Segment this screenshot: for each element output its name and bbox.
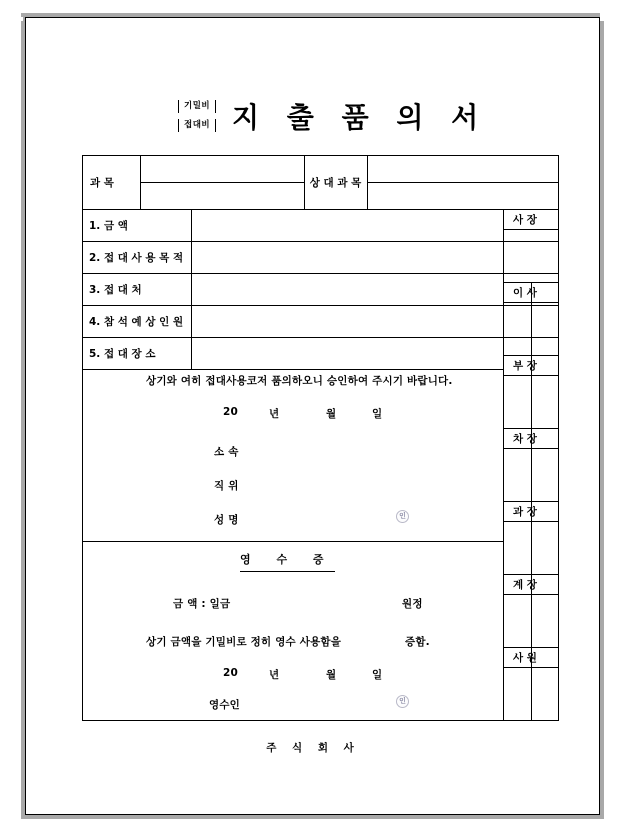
request-position-input[interactable] xyxy=(258,473,478,491)
approval-title-assistant-chief xyxy=(503,574,558,594)
approval-signature-box-president[interactable] xyxy=(504,230,557,282)
receipt-confirm-text-left: 상기 금액을 기밀비로 정히 영수 사용함을 xyxy=(146,636,342,648)
page-frame-shadow-bottom xyxy=(25,815,604,819)
approval-title-section-chief xyxy=(503,501,558,521)
request-field-name: 성 명 xyxy=(214,514,239,526)
receipt-confirm-text-right: 증함. xyxy=(405,636,430,648)
receipt-amount-unit: 원정 xyxy=(402,598,423,610)
approval-title-text: 과 장 xyxy=(513,505,537,518)
table-rule-section-divider xyxy=(83,541,503,542)
item-label-text: 2. 접 대 사 용 목 적 xyxy=(89,251,184,264)
request-field-position: 직 위 xyxy=(214,480,239,492)
approval-title-deputy-manager xyxy=(503,428,558,448)
request-affiliation-input[interactable] xyxy=(258,439,478,457)
seal-stamp-icon: 인 xyxy=(396,695,409,708)
request-date-year-prefix: 20 xyxy=(223,406,239,418)
approval-signature-box-staff[interactable] xyxy=(504,668,557,720)
request-statement: 상기와 여히 접대사용코저 품의하오니 승인하여 주시기 바랍니다. xyxy=(146,375,453,387)
approval-title-text: 부 장 xyxy=(513,359,537,372)
approval-title-president xyxy=(503,209,558,229)
item-label-purpose xyxy=(83,241,191,273)
item-label-venue xyxy=(83,337,191,369)
category-tag-confidential: 기밀비 xyxy=(177,99,217,114)
approval-title-text: 계 장 xyxy=(513,578,537,591)
item-label-text: 5. 접 대 장 소 xyxy=(89,347,156,360)
approval-title-director xyxy=(503,282,558,302)
approval-signature-box-section-chief[interactable] xyxy=(504,522,557,574)
approval-title-staff xyxy=(503,647,558,667)
item-value-amount[interactable] xyxy=(192,210,502,240)
request-name-input[interactable] xyxy=(258,507,388,525)
approval-signature-box-assistant-chief[interactable] xyxy=(504,595,557,647)
page-title: 지 출 품 의 서 xyxy=(232,101,488,134)
item-label-text: 1. 금 액 xyxy=(89,219,128,232)
counter-account-value-field[interactable] xyxy=(368,157,557,208)
account-label xyxy=(83,156,140,209)
item-label-text: 4. 참 석 예 상 인 원 xyxy=(89,315,184,328)
category-tag-entertainment: 접대비 xyxy=(177,118,217,133)
item-value-venue[interactable] xyxy=(192,338,502,368)
counter-account-label-text: 상 대 과 목 xyxy=(309,177,362,189)
receipt-section-heading: 영 수 증 xyxy=(240,551,335,572)
account-value-field[interactable] xyxy=(141,157,303,208)
company-footer: 주 식 회 사 xyxy=(266,742,360,754)
receipt-date-day-label: 일 xyxy=(372,669,383,681)
page-frame-shadow-right xyxy=(600,21,604,819)
seal-stamp-icon: 인 xyxy=(396,510,409,523)
approval-signature-box-deputy-manager[interactable] xyxy=(504,449,557,501)
expense-form-table xyxy=(82,155,559,721)
account-label-text: 과 목 xyxy=(90,177,114,189)
receipt-date-year-prefix: 20 xyxy=(223,667,239,679)
approval-title-text: 사 장 xyxy=(513,213,537,226)
table-rule-item-5 xyxy=(83,369,503,370)
receipt-receiver-input[interactable] xyxy=(258,692,388,710)
approval-title-text: 차 장 xyxy=(513,432,537,445)
request-date-month-label: 월 xyxy=(326,408,337,420)
item-label-place-of-entertainment xyxy=(83,273,191,305)
receipt-amount-label: 금 액 : 일금 xyxy=(173,598,231,610)
counter-account-label xyxy=(304,156,367,209)
receipt-amount-input[interactable] xyxy=(261,591,401,609)
receipt-date-month-label: 월 xyxy=(326,669,337,681)
document-title-block xyxy=(170,96,490,150)
receipt-receiver-label: 영수인 xyxy=(209,699,241,711)
request-date-day-label: 일 xyxy=(372,408,383,420)
approval-title-general-manager xyxy=(503,355,558,375)
item-value-expected-attendees[interactable] xyxy=(192,306,502,336)
approval-title-text: 이 사 xyxy=(513,286,537,299)
approval-signature-box-general-manager[interactable] xyxy=(504,376,557,428)
approval-signature-box-director[interactable] xyxy=(504,303,557,355)
item-label-expected-attendees xyxy=(83,305,191,337)
item-label-text: 3. 접 대 처 xyxy=(89,283,142,296)
approval-title-text: 사 원 xyxy=(513,651,537,664)
request-date-year-label: 년 xyxy=(269,408,280,420)
request-field-affiliation: 소 속 xyxy=(214,446,239,458)
receipt-date-year-label: 년 xyxy=(269,669,280,681)
item-label-amount xyxy=(83,209,191,241)
item-value-place-of-entertainment[interactable] xyxy=(192,274,502,304)
item-value-purpose[interactable] xyxy=(192,242,502,272)
